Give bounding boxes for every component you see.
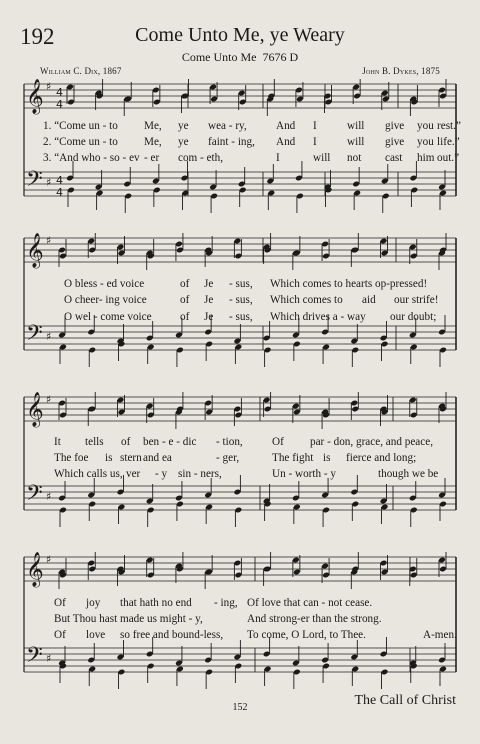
lyric-word: of <box>180 294 190 306</box>
lyric-word: you <box>417 136 434 148</box>
lyric-word: O bless - ed voice <box>64 278 145 290</box>
lyric-word: 1. “Come un - to <box>43 120 118 132</box>
words-credit: William C. Dix, 1867 <box>40 66 122 76</box>
lyric-word: - er <box>144 152 160 164</box>
treble-clef-icon: 𝄞 <box>26 79 44 114</box>
time-signature: 4 <box>56 174 63 187</box>
lyric-word: out.” <box>437 152 460 164</box>
sharp-icon: ♯ <box>46 393 52 406</box>
treble-clef-icon: 𝄞 <box>26 392 44 427</box>
lyric-word: The foe <box>54 452 89 464</box>
lyric-word: I <box>276 152 280 164</box>
lyric-word: stern <box>120 452 142 464</box>
lyric-word: faint - ing, <box>208 136 255 148</box>
tune-name: Come Unto Me <box>181 50 257 64</box>
hymn-title: Come Unto Me, ye Weary <box>135 24 345 46</box>
lyric-word: though we be <box>378 468 439 480</box>
lyric-word: It <box>54 436 61 448</box>
page-number: 152 <box>232 702 248 713</box>
time-signature: 4 <box>56 98 63 111</box>
lyric-word: and ea <box>143 452 172 464</box>
lyric-word: I <box>313 136 317 148</box>
lyric-word: To come, O Lord, to Thee. <box>247 629 366 641</box>
lyric-word: 3. “And who - so - ev <box>43 152 140 164</box>
lyric-word: Which comes to hearts op-pressed! <box>270 278 428 290</box>
lyric-word: give <box>385 120 405 132</box>
bass-clef-icon: 𝄢 <box>26 481 43 511</box>
lyric-word: O wel - come voice <box>64 311 152 323</box>
lyric-word: love <box>86 629 106 641</box>
lyric-word: of <box>180 278 190 290</box>
lyric-word: you <box>417 120 434 132</box>
lyric-word: joy <box>86 597 101 609</box>
lyric-word: that hath no end <box>120 597 192 609</box>
lyric-word: not <box>347 152 362 164</box>
sharp-icon: ♯ <box>46 234 52 247</box>
lyric-word: And <box>276 120 296 132</box>
sharp-icon: ♯ <box>46 176 52 189</box>
lyric-word: Of <box>54 597 66 609</box>
lyric-word: - sus, <box>229 311 253 323</box>
lyric-word: of <box>121 436 131 448</box>
lyric-word: ye <box>178 120 189 132</box>
lyric-word: 2. “Come un - to <box>43 136 118 148</box>
lyric-word: wea - ry, <box>208 120 247 132</box>
lyric-word: A-men. <box>423 629 457 641</box>
lyric-word: our strife! <box>394 294 439 306</box>
lyric-word: The fight <box>272 452 314 464</box>
lyric-word: tells <box>85 436 104 448</box>
lyric-word: Je <box>204 278 214 290</box>
bass-clef-icon: 𝄢 <box>26 643 43 673</box>
lyric-word: is <box>323 452 331 464</box>
treble-clef-icon: 𝄞 <box>26 552 44 587</box>
lyric-word: Of love that can - not cease. <box>247 597 373 609</box>
lyric-word: Of <box>272 436 284 448</box>
lyric-word: Je <box>204 294 214 306</box>
lyric-word: ben - e - dic <box>143 436 197 448</box>
lyric-word: Me, <box>144 136 162 148</box>
lyric-word: - tion, <box>216 436 243 448</box>
lyric-word: rest.” <box>437 120 461 132</box>
lyric-word: And <box>276 136 296 148</box>
lyric-word: fierce and long; <box>346 452 417 464</box>
topic-label: The Call of Christ <box>354 693 456 708</box>
lyric-word: Which calls us, <box>54 468 123 480</box>
sharp-icon: ♯ <box>46 490 52 503</box>
lyric-word: par - don, grace, and peace, <box>310 436 433 448</box>
lyric-word: sin - ners, <box>178 468 222 480</box>
lyric-word: - ger, <box>216 452 240 464</box>
time-signature: 4 <box>56 186 63 199</box>
lyric-word: so free and bound-less, <box>120 629 224 641</box>
lyric-word: com - eth, <box>178 152 224 164</box>
sharp-icon: ♯ <box>46 330 52 343</box>
bass-clef-icon: 𝄢 <box>26 167 43 197</box>
lyric-word: ye <box>178 136 189 148</box>
lyric-word: him <box>417 152 435 164</box>
music-credit: John B. Dykes, 1875 <box>362 66 440 76</box>
lyric-word: cast <box>385 152 403 164</box>
lyric-word: life.” <box>437 136 460 148</box>
lyric-word: ver <box>126 468 141 480</box>
sharp-icon: ♯ <box>46 553 52 566</box>
hymn-number: 192 <box>20 24 55 49</box>
lyric-word: Je <box>204 311 214 323</box>
lyric-word: - sus, <box>229 278 253 290</box>
bass-clef-icon: 𝄢 <box>26 321 43 351</box>
lyric-word: But Thou hast made us might - y, <box>54 613 203 625</box>
tune-meter: 7676 D <box>262 50 299 64</box>
lyric-word: And strong-er than the strong. <box>247 613 382 625</box>
lyric-word: - y <box>155 468 168 480</box>
sharp-icon: ♯ <box>46 652 52 665</box>
lyric-word: is <box>105 452 113 464</box>
lyric-word: O cheer- ing voice <box>64 294 147 306</box>
lyric-word: will <box>347 136 365 148</box>
lyric-word: Un - worth - y <box>272 468 337 480</box>
treble-clef-icon: 𝄞 <box>26 233 44 268</box>
lyric-word: will <box>347 120 365 132</box>
lyric-word: our doubt; <box>390 311 437 323</box>
lyric-word: of <box>180 311 190 323</box>
lyric-word: - ing, <box>214 597 238 609</box>
lyric-word: aid <box>362 294 376 306</box>
sharp-icon: ♯ <box>46 80 52 93</box>
lyric-word: Which comes to <box>270 294 343 306</box>
lyric-word: Me, <box>144 120 162 132</box>
lyric-word: I <box>313 120 317 132</box>
lyric-word: will <box>313 152 331 164</box>
lyric-word: Of <box>54 629 66 641</box>
lyric-word: Which drives a - way <box>270 311 366 323</box>
lyric-word: - sus, <box>229 294 253 306</box>
lyric-word: give <box>385 136 405 148</box>
time-signature: 4 <box>56 86 63 99</box>
